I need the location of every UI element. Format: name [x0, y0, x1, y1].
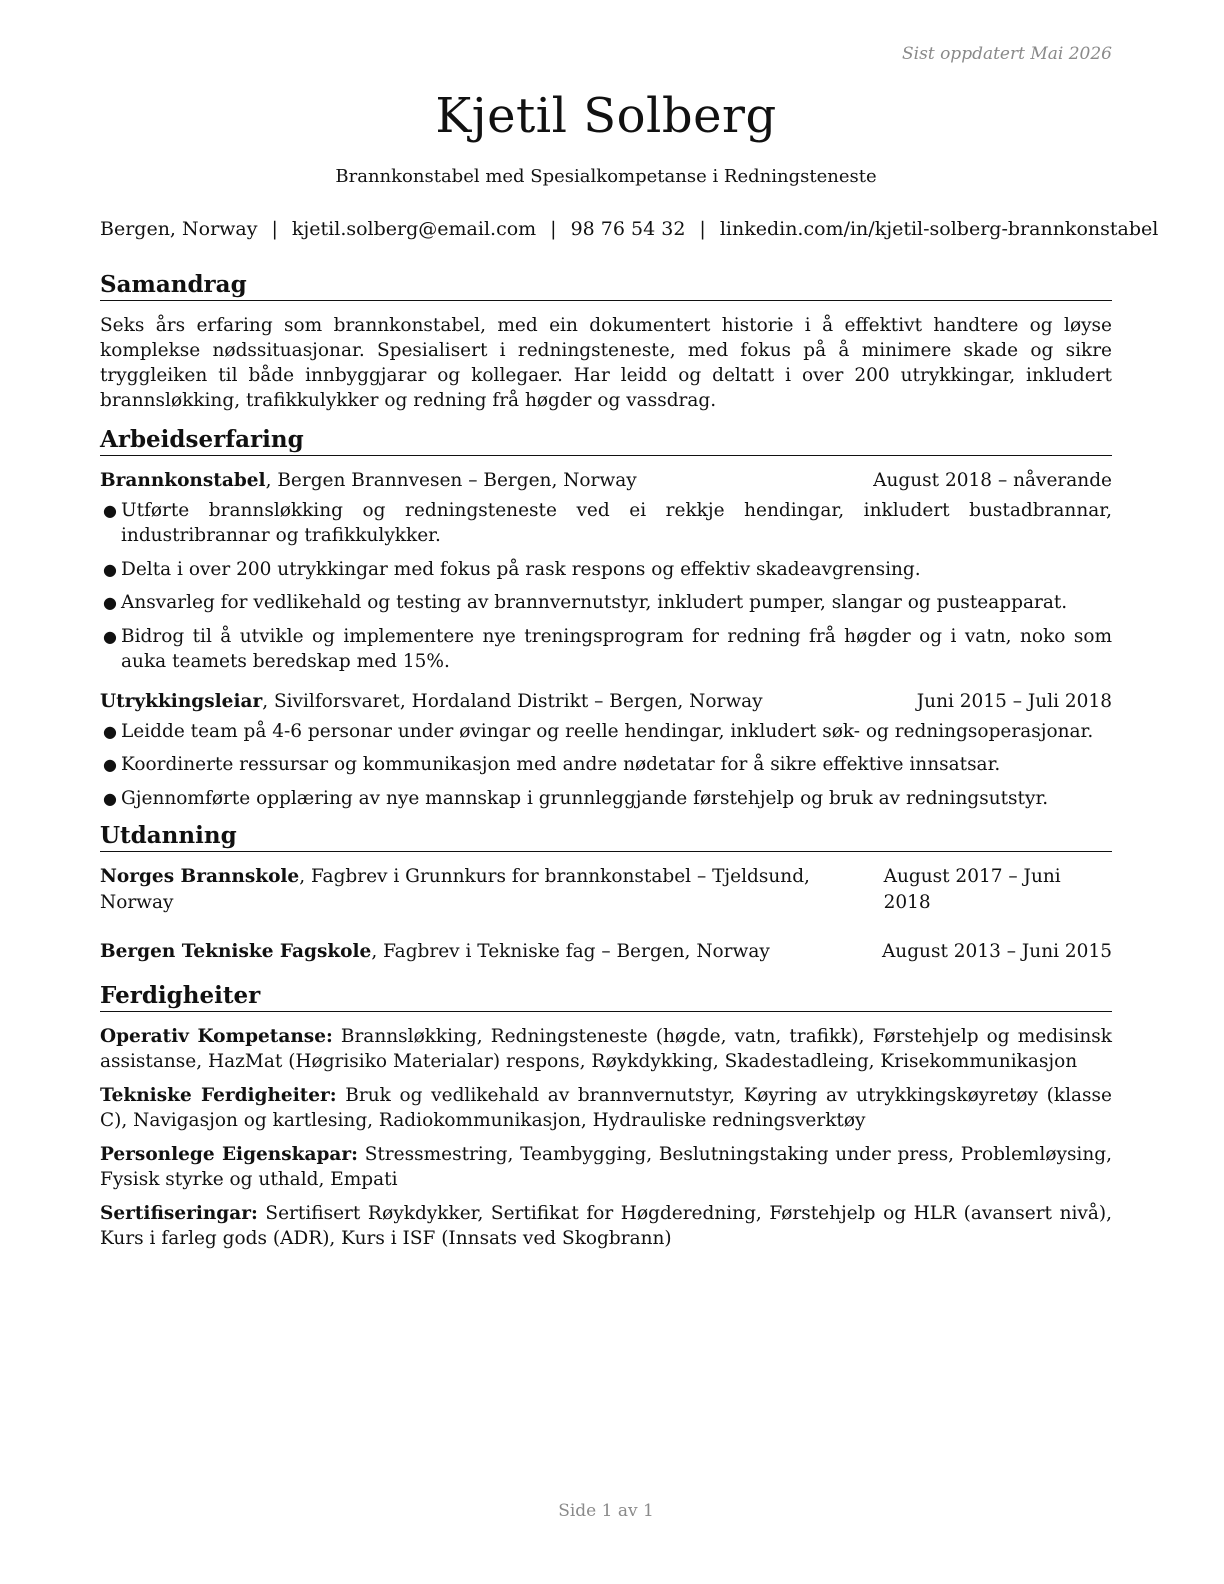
skill-label: Sertifiseringar: — [100, 1202, 258, 1224]
education-detail: , Fagbrev i Grunnkurs for brannkonstabel – Tjeldsund, Norway — [100, 865, 810, 913]
resume-content — [100, 270, 1112, 1260]
education-school: Bergen Tekniske Fagskole — [100, 940, 372, 962]
skill-label: Personlege Eigenskapar: — [100, 1143, 358, 1165]
skill-text: Stressmestring, Teambygging, Beslutningstaking under press, Problemløysing, Fysisk styrke og uthald, Empati — [100, 1143, 1112, 1190]
contact-separator: | — [699, 218, 706, 240]
skill-group — [100, 1024, 1112, 1074]
bullet-icon: ● — [103, 626, 117, 646]
job-dates: August 2018 – nåverande — [873, 470, 1112, 491]
bullet-item — [100, 590, 1112, 615]
bullet-icon: ● — [103, 755, 117, 774]
bullet-text: Gjennomførte opplæring av nye mannskap i grunnleggjande førstehjelp og bruk av redningsutstyr. — [121, 787, 1049, 809]
job-bullets — [100, 719, 1112, 811]
bullet-text: Utførte brannsløkking og redningsteneste ved ei rekkje hendingar, inkludert bustadbrannar, industribrannar og trafikkulykker. — [121, 500, 1112, 546]
bullet-text: Leidde team på 4-6 personar under øvingar og reelle hendingar, inkludert søk- og redningsoperasjonar. — [121, 720, 1094, 742]
section-title: Arbeidserfaring — [100, 425, 1112, 456]
skill-text: Bruk og vedlikehald av brannvernutstyr, Køyring av utrykkingskøyretøy (klasse C), Navigasjon og kartlesing, Radiokommunikasjon, Hydrauliske redningsverktøy — [100, 1084, 1112, 1131]
contact-location: Bergen, Norway — [100, 218, 258, 240]
bullet-item — [100, 786, 1112, 811]
bullet-text: Koordinerte ressursar og kommunikasjon med andre nødetatar for å sikre effektive innsatsar. — [121, 754, 1001, 775]
contact-line — [100, 218, 1159, 240]
education-entry — [100, 864, 1112, 916]
bullet-item — [100, 752, 1112, 777]
skill-group — [100, 1083, 1112, 1133]
job-org: , Bergen Brannvesen – Bergen, Norway — [265, 470, 637, 491]
resume-page — [100, 0, 1159, 1584]
page-number: Side 1 av 1 — [558, 1501, 654, 1521]
job-header — [100, 689, 1112, 715]
bullet-icon: ● — [103, 788, 117, 808]
contact-separator: | — [271, 218, 278, 240]
job-title-line — [100, 468, 637, 494]
bullet-icon: ● — [103, 593, 117, 612]
experience-section — [100, 425, 1112, 811]
bullet-item — [100, 624, 1112, 674]
education-dates: August 2013 – Juni 2015 — [881, 940, 1112, 962]
education-school: Norges Brannskole — [100, 865, 300, 887]
skill-label: Tekniske Ferdigheiter: — [100, 1084, 337, 1106]
job-role: Utrykkingsleiar — [100, 690, 263, 712]
education-title-line — [100, 939, 770, 965]
bullet-text: Bidrog til å utvikle og implementere nye treningsprogram for redning frå høgder og i vatn, noko som auka teamets beredskap med 15%. — [121, 625, 1112, 672]
skill-group — [100, 1201, 1112, 1251]
education-dates: August 2017 – Juni 2018 — [883, 865, 1061, 913]
candidate-name: Kjetil Solberg — [435, 88, 777, 144]
bullet-item — [100, 557, 1112, 582]
bullet-icon: ● — [103, 501, 117, 520]
job-org: , Sivilforsvaret, Hordaland Distrikt – Bergen, Norway — [262, 690, 763, 712]
bullet-icon: ● — [103, 559, 117, 579]
education-detail: , Fagbrev i Tekniske fag – Bergen, Norway — [371, 940, 770, 962]
education-section — [100, 821, 1112, 965]
bullet-item — [100, 498, 1112, 548]
summary-section — [100, 270, 1112, 413]
contact-email[interactable]: kjetil.solberg@email.com — [291, 218, 537, 240]
job-title-line — [100, 689, 763, 715]
section-title: Ferdigheiter — [100, 981, 1112, 1012]
bullet-text: Ansvarleg for vedlikehald og testing av brannvernutstyr, inkludert pumper, slangar og pusteapparat. — [121, 592, 1068, 613]
contact-separator: | — [550, 218, 557, 240]
contact-linkedin[interactable]: linkedin.com/in/kjetil-solberg-brannkonstabel — [719, 218, 1159, 240]
skill-group — [100, 1142, 1112, 1192]
job-entry — [100, 689, 1112, 811]
job-dates: Juni 2015 – Juli 2018 — [916, 690, 1112, 712]
bullet-item — [100, 719, 1112, 744]
job-header — [100, 468, 1112, 494]
education-entry — [100, 939, 1112, 965]
job-entry — [100, 468, 1112, 674]
skill-label: Operativ Kompetanse: — [100, 1025, 333, 1047]
job-bullets — [100, 498, 1112, 674]
education-title-line — [100, 864, 884, 916]
skills-section — [100, 981, 1112, 1251]
section-title: Utdanning — [100, 821, 1112, 852]
bullet-text: Delta i over 200 utrykkingar med fokus på rask respons og effektiv skadeavgrensing. — [121, 558, 921, 580]
bullet-icon: ● — [103, 721, 117, 741]
job-role: Brannkonstabel — [100, 470, 266, 491]
headline: Brannkonstabel med Spesialkompetanse i Redningsteneste — [335, 166, 877, 187]
summary-text: Seks års erfaring som brannkonstabel, med ein dokumentert historie i å effektivt handtere og løyse komplekse nødssituasjonar. Spesialisert i redningsteneste, med fokus på å minimere skade og sikre tryggleiken til både innbyggjarar og kollegaer. Har leidd og deltatt i over 200 utrykkingar, inkludert brannsløkking, trafikkulykker og redning frå høgder og vassdrag. — [100, 315, 1112, 411]
last-updated: Sist oppdatert Mai 2026 — [902, 44, 1112, 64]
section-title: Samandrag — [100, 270, 1112, 301]
skill-text: Sertifisert Røykdykker, Sertifikat for Høgderedning, Førstehjelp og HLR (avansert nivå), Kurs i farleg gods (ADR), Kurs i ISF (Innsats ved Skogbrann) — [100, 1202, 1112, 1249]
contact-phone: 98 76 54 32 — [570, 218, 686, 240]
skill-text: Brannsløkking, Redningsteneste (høgde, vatn, trafikk), Førstehjelp og medisinsk assistanse, HazMat (Høgrisiko Materialar) respons, Røykdykking, Skadestadleing, Krisekommunikasjon — [100, 1025, 1112, 1072]
